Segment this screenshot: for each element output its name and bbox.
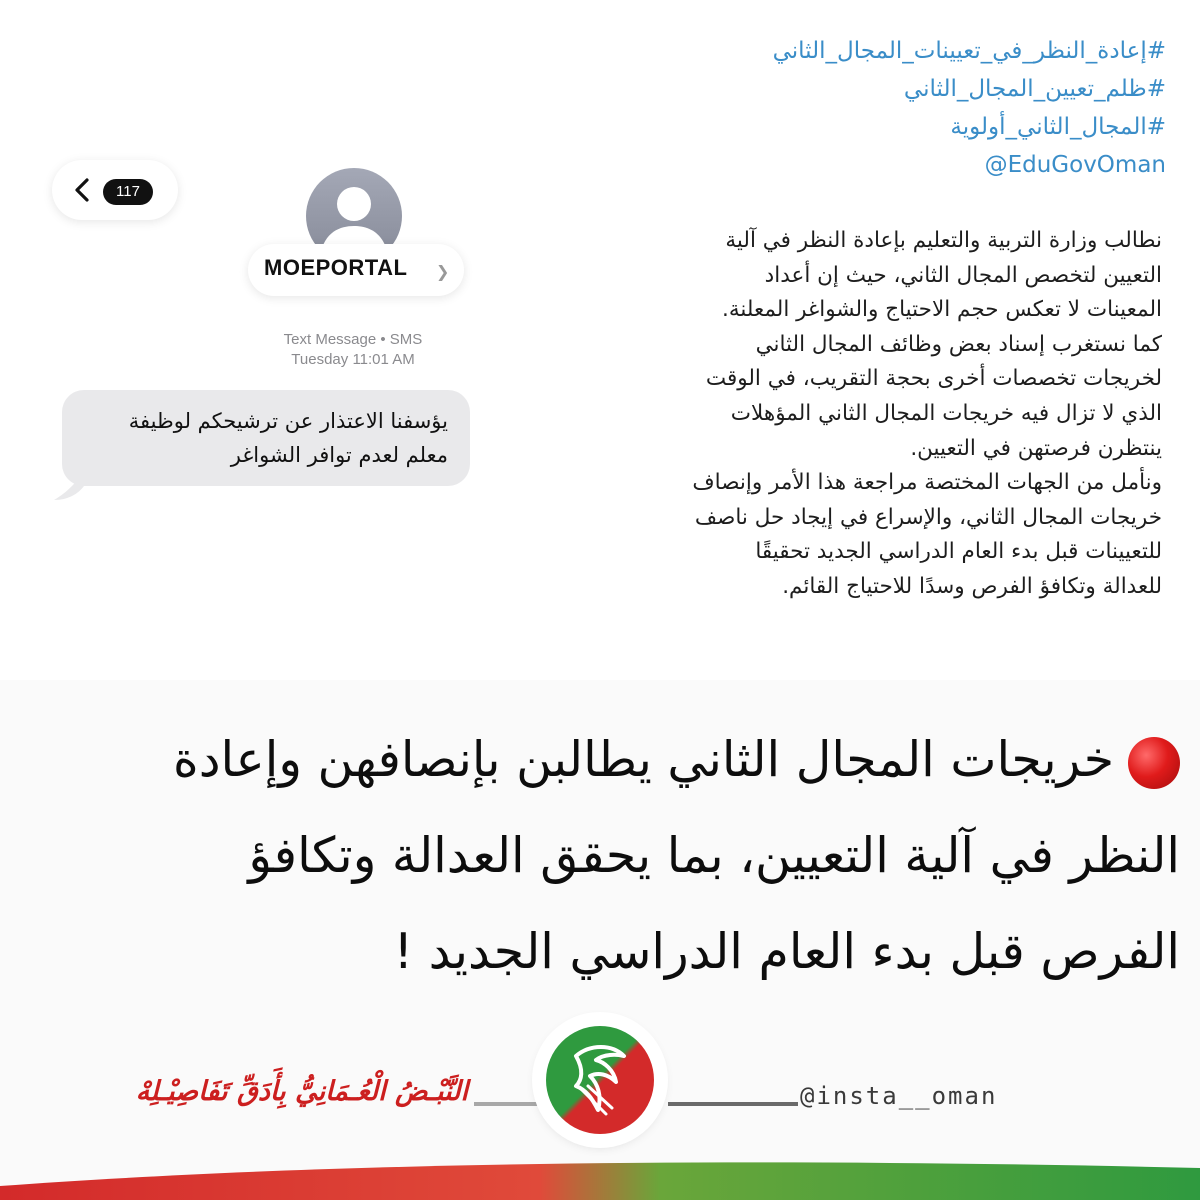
body-line: للعدالة وتكافؤ الفرص وسدًا للاحتياج القائم. [782, 573, 1162, 599]
red-circle-icon [1128, 737, 1180, 789]
body-line: ينتظرن فرصتهن في التعيين. [910, 435, 1162, 461]
chevron-right-icon: ❯ [436, 262, 450, 281]
body-line: ونأمل من الجهات المختصة مراجعة هذا الأمر وإنصاف [692, 470, 1162, 496]
body-line: كما نستغرب إسناد بعض وظائف المجال الثاني [755, 331, 1162, 357]
message-line: يؤسفنا الاعتذار عن ترشيحكم لوظيفة [128, 409, 448, 433]
hashtag-list [666, 32, 1166, 184]
post-body [572, 224, 1162, 605]
message-meta [240, 330, 466, 370]
headline-line [30, 712, 1180, 808]
hashtag-link[interactable]: #إعادة_النظر_في_تعيينات_المجال_الثاني [772, 38, 1166, 64]
body-line: لخريجات تخصصات أخرى بحجة التقريب، في الوقت [705, 366, 1162, 392]
headline-line: النظر في آلية التعيين، بما يحقق العدالة وتكافؤ [248, 827, 1180, 884]
message-text [80, 404, 448, 472]
headline [30, 712, 1180, 1000]
body-line: التعيين لتخصص المجال الثاني، حيث إن أعداد [764, 262, 1162, 288]
divider [668, 1102, 798, 1106]
message-type: Text Message • SMS [283, 331, 423, 348]
brand-logo [546, 1026, 654, 1134]
brand-slogan: النَّبْـضُ الْعُـمَانِيُّ بِأَدَقِّ تَفَاصِيْـلِهْ [135, 1076, 468, 1107]
hashtag-link[interactable]: #ظلم_تعيين_المجال_الثاني [903, 76, 1166, 102]
message-time: Tuesday 11:01 AM [291, 351, 415, 368]
headline-line: الفرص قبل بدء العام الدراسي الجديد ! [393, 923, 1180, 980]
body-line: خريجات المجال الثاني، والإسراع في إيجاد حل ناصف [694, 504, 1162, 530]
instagram-handle[interactable]: @insta__oman [800, 1082, 998, 1110]
unread-count-badge: 117 [103, 179, 153, 205]
body-line: نطالب وزارة التربية والتعليم بإعادة النظر في آلية [725, 228, 1162, 253]
body-line: المعينات لا تعكس حجم الاحتياج والشواغر المعلنة. [722, 297, 1162, 323]
message-line: معلم لعدم توافر الشواغر [230, 443, 448, 467]
body-line: الذي لا تزال فيه خريجات المجال الثاني المؤهلات [730, 400, 1162, 426]
bubble-tail [54, 472, 84, 502]
chevron-left-icon[interactable] [72, 178, 92, 202]
hashtag-link[interactable]: #المجال_الثاني_أولوية [950, 114, 1166, 140]
body-line: للتعيينات قبل بدء العام الدراسي الجديد تحقيقًا [755, 539, 1162, 565]
khanjar-icon [546, 1026, 654, 1134]
headline-text: خريجات المجال الثاني يطالبن بإنصافهن وإعادة [173, 731, 1114, 788]
mention-link[interactable]: @EduGovOman [984, 152, 1166, 178]
sender-name: MOEPORTAL [264, 255, 408, 280]
footer-color-band [0, 1158, 1200, 1200]
divider [474, 1102, 538, 1106]
